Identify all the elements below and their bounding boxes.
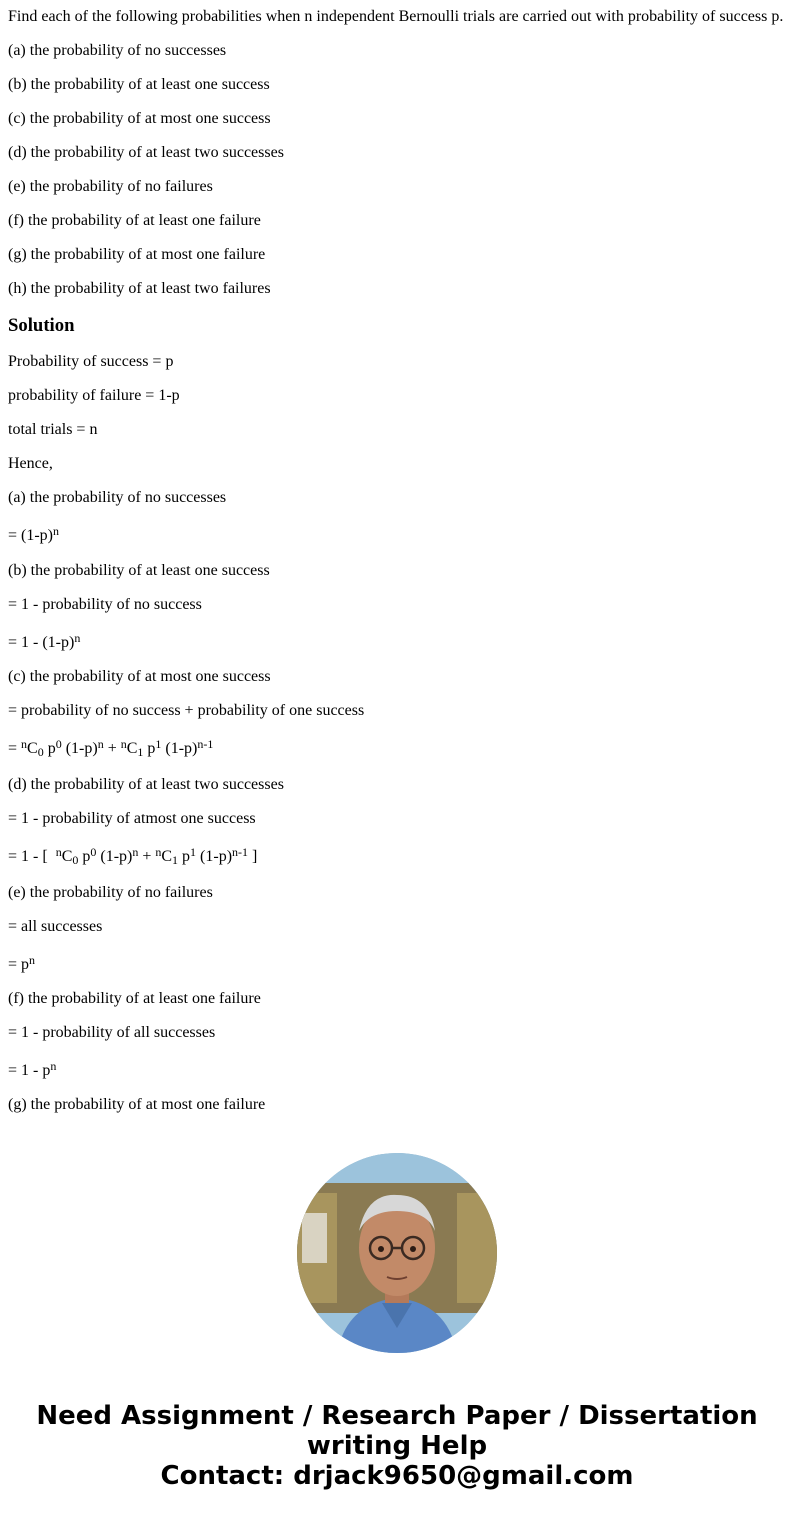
part-g-label: (g) the probability of at most one failure (8, 1096, 266, 1113)
part-c-formula: = $^nC_0$ $p^0$ $(1-p)^n + ^nC_1$ $p^1$ $(1-p)^{n-1}$ (8, 737, 214, 759)
part-b-step: = 1 - probability of no success (8, 596, 202, 613)
solution-heading: Solution (8, 315, 75, 336)
promo-contact: Contact: drjack9650@gmail.com (160, 1461, 634, 1491)
setup-line: Probability of success = p (8, 353, 174, 370)
part-e-answer: = $p^n$ (8, 953, 36, 973)
part-d-label: (d) the probability of at least two successes (8, 776, 284, 793)
author-avatar (297, 1153, 497, 1353)
question-item: (d) the probability of at least two successes (8, 144, 284, 161)
person-photo-icon (297, 1153, 497, 1353)
promo-banner (0, 1401, 794, 1491)
part-c-label: (c) the probability of at most one success (8, 668, 271, 685)
part-a-answer: = $(1-p)^n$ (8, 524, 60, 544)
part-b-answer: = $1 - (1-p)^n$ (8, 631, 81, 651)
document-body (8, 0, 788, 1114)
setup-line: Hence, (8, 455, 53, 472)
part-d-step: = 1 - probability of atmost one success (8, 810, 256, 827)
part-f-answer: = $1 - p^n$ (8, 1059, 57, 1079)
part-e-step: = all successes (8, 918, 103, 935)
promo-line: writing Help (306, 1431, 488, 1461)
part-c-step: = probability of no success + probability of one success (8, 702, 365, 719)
part-f-label: (f) the probability of at least one failure (8, 990, 261, 1007)
question-item: (c) the probability of at most one success (8, 110, 271, 127)
question-item: (a) the probability of no successes (8, 42, 227, 59)
question-item: (h) the probability of at least two failures (8, 280, 271, 297)
question-item: (g) the probability of at most one failure (8, 246, 266, 263)
part-d-formula: = 1 - [ $^nC_0$ $p^0$ $(1-p)^n + ^nC_1$ $p^1$ $(1-p)^{n-1}$ ] (8, 845, 258, 867)
question-item: (e) the probability of no failures (8, 178, 213, 195)
question-intro: Find each of the following probabilities when n independent Bernoulli trials are carried out with probability of success p. (8, 8, 784, 25)
part-f-step: = 1 - probability of all successes (8, 1024, 216, 1041)
question-item: (f) the probability of at least one failure (8, 212, 261, 229)
setup-line: total trials = n (8, 421, 98, 438)
part-a-label: (a) the probability of no successes (8, 489, 227, 506)
part-b-label: (b) the probability of at least one success (8, 562, 270, 579)
question-item: (b) the probability of at least one success (8, 76, 270, 93)
promo-line: Need Assignment / Research Paper / Dissertation (36, 1401, 758, 1431)
part-e-label: (e) the probability of no failures (8, 884, 213, 901)
setup-line: probability of failure = 1-p (8, 387, 180, 404)
